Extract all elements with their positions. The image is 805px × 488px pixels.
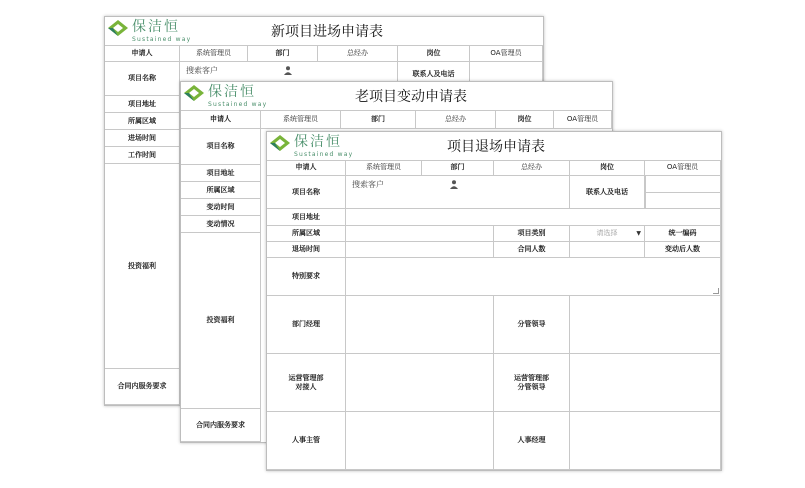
entry-work-time-label: 工作时间 [105, 147, 180, 164]
change-position-label: 岗位 [496, 110, 554, 129]
entry-applicant-label: 申请人 [105, 45, 180, 62]
change-form-header [181, 82, 612, 111]
exit-dept-manager-label: 部门经理 [267, 296, 346, 354]
exit-after-change-people-label: 变动后人数 [645, 242, 721, 258]
entry-department-label: 部门 [248, 45, 318, 62]
logo-mark-icon [269, 134, 291, 152]
company-logo [107, 19, 191, 43]
entry-region-label: 所属区域 [105, 113, 180, 130]
entry-contact-label: 联系人及电话 [398, 62, 470, 96]
exit-position-label: 岗位 [570, 160, 645, 176]
resize-handle-icon[interactable] [713, 288, 719, 294]
user-icon[interactable] [450, 180, 458, 189]
entry-project-name-label: 项目名称 [105, 62, 180, 96]
entry-search-placeholder: 搜索客户 [186, 66, 218, 75]
change-profit-label: 投资福利 [181, 233, 261, 409]
change-form-title: 老项目变动申请表 [355, 89, 467, 105]
company-logo [269, 134, 353, 158]
exit-position-value[interactable]: OA管理员 [645, 160, 721, 176]
logo-text-en: Sustained way [294, 151, 354, 158]
exit-hr-supervisor-label: 人事主管 [267, 412, 346, 470]
change-project-address-label: 项目地址 [181, 165, 261, 182]
exit-hr-manager-input[interactable] [570, 412, 721, 470]
logo-mark-icon [107, 19, 129, 37]
exit-hr-supervisor-input[interactable] [346, 412, 494, 470]
entry-form-title: 新项目进场申请表 [271, 24, 383, 40]
exit-form-sheet [266, 131, 722, 471]
entry-form-header [105, 17, 543, 46]
entry-position-value[interactable]: OA管理员 [470, 45, 543, 62]
exit-unified-code-label: 统一编码 [645, 226, 721, 242]
exit-project-address-input[interactable] [346, 209, 721, 226]
change-department-label: 部门 [341, 110, 416, 129]
entry-project-address-label: 项目地址 [105, 96, 180, 113]
exit-special-requirements-label: 特别要求 [267, 258, 346, 296]
logo-text-cn: 保洁恒 [132, 19, 180, 35]
change-contract-service-label: 合同内服务要求 [181, 409, 261, 442]
exit-exit-time-label: 退场时间 [267, 242, 346, 258]
change-change-time-label: 变动时间 [181, 199, 261, 216]
exit-dept-manager-input[interactable] [346, 296, 494, 354]
change-change-status-label: 变动情况 [181, 216, 261, 233]
logo-text-en: Sustained way [132, 36, 192, 43]
exit-contact-label: 联系人及电话 [570, 176, 645, 209]
exit-ops-division-leader-label: 运营管理部 分管领导 [494, 354, 570, 412]
logo-text-cn: 保洁恒 [294, 134, 342, 150]
exit-region-input[interactable] [346, 226, 494, 242]
exit-division-leader-input[interactable] [570, 296, 721, 354]
change-position-value[interactable]: OA管理员 [554, 110, 612, 129]
exit-division-leader-label: 分管领导 [494, 296, 570, 354]
exit-region-label: 所属区域 [267, 226, 346, 242]
exit-hr-manager-label: 人事经理 [494, 412, 570, 470]
exit-ops-division-leader-input[interactable] [570, 354, 721, 412]
user-icon[interactable] [284, 66, 292, 75]
exit-special-requirements-textarea[interactable] [346, 258, 721, 296]
logo-mark-icon [183, 84, 205, 102]
exit-form-title: 项目退场申请表 [447, 139, 545, 155]
exit-project-type-label: 项目类别 [494, 226, 570, 242]
exit-project-type-placeholder: 请选择 [596, 229, 618, 237]
entry-applicant-value[interactable]: 系统管理员 [180, 45, 248, 62]
exit-contact-name-input[interactable] [645, 176, 721, 193]
change-applicant-label: 申请人 [181, 110, 261, 129]
company-logo [183, 84, 267, 108]
exit-project-type-select[interactable] [570, 226, 645, 242]
exit-form-header [267, 132, 721, 161]
entry-entry-time-label: 进场时间 [105, 130, 180, 147]
exit-department-label: 部门 [422, 160, 494, 176]
change-applicant-value[interactable]: 系统管理员 [261, 110, 341, 129]
exit-project-name-label: 项目名称 [267, 176, 346, 209]
chevron-down-icon[interactable]: ▼ [636, 230, 641, 237]
entry-contract-service-label: 合同内服务要求 [105, 369, 180, 405]
exit-contract-people-label: 合同人数 [494, 242, 570, 258]
exit-ops-manager-label: 运营管理部 对接人 [267, 354, 346, 412]
logo-text-cn: 保洁恒 [208, 84, 256, 100]
exit-exit-time-input[interactable] [346, 242, 494, 258]
exit-contact-phone-input[interactable] [645, 193, 721, 209]
logo-text-en: Sustained way [208, 101, 268, 108]
exit-search-placeholder: 搜索客户 [352, 180, 384, 189]
exit-applicant-value[interactable]: 系统管理员 [346, 160, 422, 176]
entry-department-value[interactable]: 总经办 [318, 45, 398, 62]
exit-department-value[interactable]: 总经办 [494, 160, 570, 176]
entry-position-label: 岗位 [398, 45, 470, 62]
exit-ops-manager-input[interactable] [346, 354, 494, 412]
change-department-value[interactable]: 总经办 [416, 110, 496, 129]
exit-contract-people-input[interactable] [570, 242, 645, 258]
change-project-name-label: 项目名称 [181, 129, 261, 165]
exit-project-address-label: 项目地址 [267, 209, 346, 226]
exit-customer-search[interactable] [346, 176, 570, 209]
exit-applicant-label: 申请人 [267, 160, 346, 176]
entry-profit-label: 投资福利 [105, 164, 180, 369]
change-region-label: 所属区域 [181, 182, 261, 199]
